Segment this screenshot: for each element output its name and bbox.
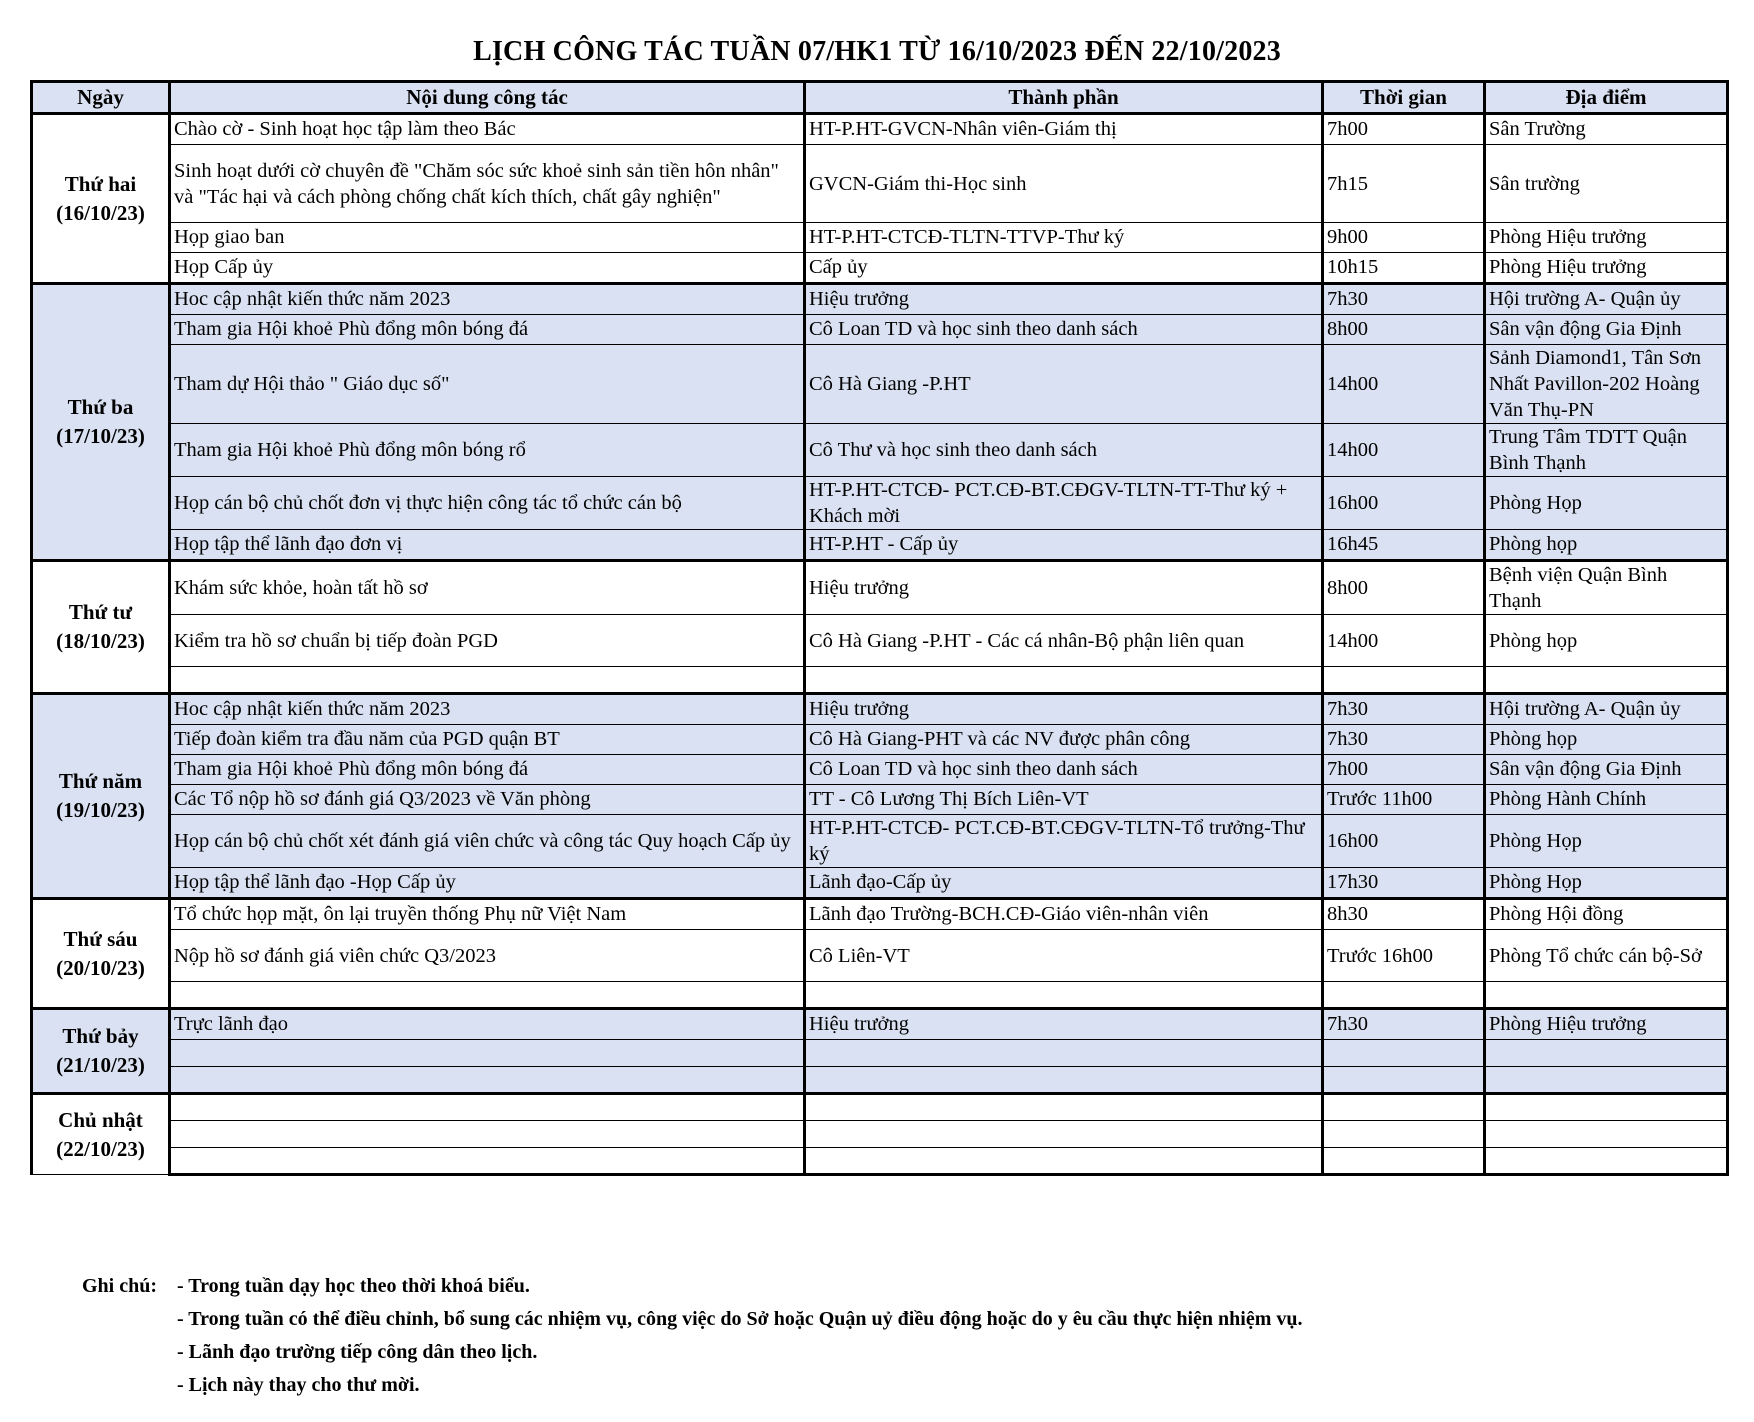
event-content: Họp Cấp ủy bbox=[170, 253, 805, 284]
event-participants bbox=[805, 1121, 1323, 1148]
note-item: - Trong tuần có thể điều chỉnh, bổ sung các nhiệm vụ, công việc do Sở hoặc Quận uỷ điều động hoặc do y êu cầu thực hiện nhiệm vụ. bbox=[177, 1308, 1303, 1330]
event-time bbox=[1323, 1094, 1485, 1121]
day-date: (19/10/23) bbox=[56, 798, 145, 822]
table-row bbox=[32, 785, 1728, 815]
table-row bbox=[32, 561, 1728, 615]
event-location: Sân vận động Gia Định bbox=[1485, 755, 1728, 785]
day-name: Thứ hai bbox=[64, 171, 137, 196]
day-cell bbox=[32, 899, 170, 1009]
table-row bbox=[32, 694, 1728, 725]
event-time: Trước 16h00 bbox=[1323, 930, 1485, 982]
event-location: Hội trường A- Quận ủy bbox=[1485, 284, 1728, 315]
event-time: 8h00 bbox=[1323, 561, 1485, 615]
event-participants: HT-P.HT-CTCĐ- PCT.CĐ-BT.CĐGV-TLTN-TT-Thư ký + Khách mời bbox=[805, 477, 1323, 530]
event-time: 14h00 bbox=[1323, 615, 1485, 667]
day-name: Thứ năm bbox=[58, 769, 143, 793]
event-location: Sân Trường bbox=[1485, 114, 1728, 145]
event-time bbox=[1323, 1148, 1485, 1175]
table-row bbox=[32, 1148, 1728, 1175]
page-title: LỊCH CÔNG TÁC TUẦN 07/HK1 TỪ 16/10/2023 ĐẾN 22/10/2023 bbox=[473, 36, 1281, 67]
event-time: 7h30 bbox=[1323, 284, 1485, 315]
table-row bbox=[32, 253, 1728, 284]
event-location: Phòng Họp bbox=[1485, 868, 1728, 899]
event-participants bbox=[805, 1094, 1323, 1121]
event-time bbox=[1323, 667, 1485, 694]
day-name: Thứ tư bbox=[68, 600, 133, 624]
event-content: Họp tập thể lãnh đạo đơn vị bbox=[170, 530, 805, 561]
event-participants: Hiệu trưởng bbox=[805, 284, 1323, 315]
header-row bbox=[32, 82, 1728, 114]
event-content: Sinh hoạt dưới cờ chuyên đề "Chăm sóc sức khoẻ sinh sản tiền hôn nhân" và "Tác hại và cách phòng chống chất kích thích, chất gây nghiện" bbox=[170, 145, 805, 223]
table-row bbox=[32, 1067, 1728, 1094]
day-name: Thứ sáu bbox=[63, 926, 138, 951]
event-location bbox=[1485, 982, 1728, 1009]
event-location: Phòng Hành Chính bbox=[1485, 785, 1728, 815]
event-participants: Lãnh đạo-Cấp ủy bbox=[805, 868, 1323, 899]
event-time: 16h45 bbox=[1323, 530, 1485, 561]
event-participants: Lãnh đạo Trường-BCH.CĐ-Giáo viên-nhân viên bbox=[805, 899, 1323, 930]
event-participants: Cô Thư và học sinh theo danh sách bbox=[805, 424, 1323, 477]
event-location: Phòng Hiệu trưởng bbox=[1485, 1009, 1728, 1040]
day-date: (17/10/23) bbox=[56, 424, 145, 448]
event-time: 8h00 bbox=[1323, 315, 1485, 345]
table-row bbox=[32, 755, 1728, 785]
event-content bbox=[170, 667, 805, 694]
event-participants: TT - Cô Lương Thị Bích Liên-VT bbox=[805, 785, 1323, 815]
event-content: Tham gia Hội khoẻ Phù đổng môn bóng đá bbox=[170, 315, 805, 345]
event-participants: Hiệu trưởng bbox=[805, 694, 1323, 725]
day-cell bbox=[32, 694, 170, 899]
event-participants: HT-P.HT - Cấp ủy bbox=[805, 530, 1323, 561]
event-content: Tổ chức họp mặt, ôn lại truyền thống Phụ nữ Việt Nam bbox=[170, 899, 805, 930]
event-participants bbox=[805, 1148, 1323, 1175]
event-location bbox=[1485, 1067, 1728, 1094]
event-content: Tiếp đoàn kiểm tra đầu năm của PGD quận BT bbox=[170, 725, 805, 755]
table-row bbox=[32, 1040, 1728, 1067]
event-time: 16h00 bbox=[1323, 477, 1485, 530]
day-cell bbox=[32, 114, 170, 284]
event-content: Họp cán bộ chủ chốt đơn vị thực hiện công tác tổ chức cán bộ bbox=[170, 477, 805, 530]
event-content bbox=[170, 1094, 805, 1121]
event-content bbox=[170, 1040, 805, 1067]
header-time: Thời gian bbox=[1323, 82, 1485, 114]
event-content bbox=[170, 1148, 805, 1175]
table-row bbox=[32, 223, 1728, 253]
table-row bbox=[32, 815, 1728, 868]
event-time: 7h00 bbox=[1323, 755, 1485, 785]
table-row bbox=[32, 424, 1728, 477]
notes-label: Ghi chú: bbox=[82, 1275, 158, 1297]
event-location: Bệnh viện Quận Bình Thạnh bbox=[1485, 561, 1728, 615]
event-participants bbox=[805, 667, 1323, 694]
event-content bbox=[170, 982, 805, 1009]
event-location bbox=[1485, 1148, 1728, 1175]
event-location: Phòng Họp bbox=[1485, 815, 1728, 868]
event-participants: Cô Hà Giang -P.HT bbox=[805, 345, 1323, 424]
table-row bbox=[32, 477, 1728, 530]
day-cell bbox=[32, 284, 170, 561]
event-participants: Cô Loan TD và học sinh theo danh sách bbox=[805, 755, 1323, 785]
day-cell bbox=[32, 1094, 170, 1175]
event-time: Trước 11h00 bbox=[1323, 785, 1485, 815]
event-location bbox=[1485, 1121, 1728, 1148]
day-date: (21/10/23) bbox=[56, 1053, 145, 1077]
event-content: Họp cán bộ chủ chốt xét đánh giá viên chức và công tác Quy hoạch Cấp ủy bbox=[170, 815, 805, 868]
day-cell bbox=[32, 1009, 170, 1094]
event-participants: HT-P.HT-CTCĐ- PCT.CĐ-BT.CĐGV-TLTN-Tổ trưởng-Thư ký bbox=[805, 815, 1323, 868]
table-row bbox=[32, 284, 1728, 315]
header-location: Địa điểm bbox=[1485, 82, 1728, 114]
event-location: Phòng Hội đồng bbox=[1485, 899, 1728, 930]
event-participants: Hiệu trưởng bbox=[805, 561, 1323, 615]
header-content: Nội dung công tác bbox=[170, 82, 805, 114]
event-location: Sân vận động Gia Định bbox=[1485, 315, 1728, 345]
table-row bbox=[32, 315, 1728, 345]
event-content: Các Tổ nộp hồ sơ đánh giá Q3/2023 về Văn phòng bbox=[170, 785, 805, 815]
event-content: Họp tập thể lãnh đạo -Họp Cấp ủy bbox=[170, 868, 805, 899]
event-content: Hoc cập nhật kiến thức năm 2023 bbox=[170, 284, 805, 315]
notes-list bbox=[177, 1270, 1677, 1402]
event-content: Nộp hồ sơ đánh giá viên chức Q3/2023 bbox=[170, 930, 805, 982]
event-content: Tham dự Hội thảo " Giáo dục số" bbox=[170, 345, 805, 424]
event-location: Phòng Họp bbox=[1485, 477, 1728, 530]
event-participants: HT-P.HT-CTCĐ-TLTN-TTVP-Thư ký bbox=[805, 223, 1323, 253]
event-location: Phòng Tổ chức cán bộ-Sở bbox=[1485, 930, 1728, 982]
event-participants: Cô Loan TD và học sinh theo danh sách bbox=[805, 315, 1323, 345]
event-time: 9h00 bbox=[1323, 223, 1485, 253]
event-time bbox=[1323, 982, 1485, 1009]
day-name: Thứ bảy bbox=[62, 1024, 139, 1048]
table-row bbox=[32, 899, 1728, 930]
event-participants: Hiệu trưởng bbox=[805, 1009, 1323, 1040]
event-location: Phòng Hiệu trưởng bbox=[1485, 223, 1728, 253]
event-participants: Cấp ủy bbox=[805, 253, 1323, 284]
event-location bbox=[1485, 1040, 1728, 1067]
schedule-body bbox=[32, 114, 1728, 1175]
header-day: Ngày bbox=[32, 82, 170, 114]
table-row bbox=[32, 1009, 1728, 1040]
event-time: 7h15 bbox=[1323, 145, 1485, 223]
event-time bbox=[1323, 1040, 1485, 1067]
event-participants bbox=[805, 1040, 1323, 1067]
event-location: Phòng họp bbox=[1485, 725, 1728, 755]
event-location bbox=[1485, 667, 1728, 694]
event-participants: Cô Hà Giang -P.HT - Các cá nhân-Bộ phận liên quan bbox=[805, 615, 1323, 667]
event-time: 7h30 bbox=[1323, 1009, 1485, 1040]
table-row bbox=[32, 982, 1728, 1009]
event-location bbox=[1485, 1094, 1728, 1121]
event-content: Họp giao ban bbox=[170, 223, 805, 253]
table-row bbox=[32, 725, 1728, 755]
table-row bbox=[32, 345, 1728, 424]
table-row bbox=[32, 1121, 1728, 1148]
event-content bbox=[170, 1121, 805, 1148]
event-time: 10h15 bbox=[1323, 253, 1485, 284]
event-time: 16h00 bbox=[1323, 815, 1485, 868]
table-row bbox=[32, 667, 1728, 694]
header-participants: Thành phần bbox=[805, 82, 1323, 114]
event-content: Chào cờ - Sinh hoạt học tập làm theo Bác bbox=[170, 114, 805, 145]
event-location: Phòng họp bbox=[1485, 615, 1728, 667]
day-date: (16/10/23) bbox=[56, 200, 145, 225]
event-content: Tham gia Hội khoẻ Phù đổng môn bóng rổ bbox=[170, 424, 805, 477]
event-time bbox=[1323, 1121, 1485, 1148]
event-location: Phòng Hiệu trưởng bbox=[1485, 253, 1728, 284]
event-time: 7h00 bbox=[1323, 114, 1485, 145]
event-participants: Cô Hà Giang-PHT và các NV được phân công bbox=[805, 725, 1323, 755]
table-row bbox=[32, 114, 1728, 145]
schedule-table bbox=[30, 80, 1729, 1176]
event-participants bbox=[805, 982, 1323, 1009]
table-row bbox=[32, 1094, 1728, 1121]
event-location: Hội trường A- Quận ủy bbox=[1485, 694, 1728, 725]
note-item: - Lãnh đạo trường tiếp công dân theo lịch. bbox=[177, 1341, 538, 1363]
note-item: - Trong tuần dạy học theo thời khoá biểu. bbox=[177, 1275, 530, 1297]
event-participants: Cô Liên-VT bbox=[805, 930, 1323, 982]
day-name: Chủ nhật bbox=[58, 1107, 143, 1132]
table-row bbox=[32, 530, 1728, 561]
event-time: 14h00 bbox=[1323, 424, 1485, 477]
day-name: Thứ ba bbox=[67, 395, 134, 419]
table-row bbox=[32, 615, 1728, 667]
event-location: Trung Tâm TDTT Quận Bình Thạnh bbox=[1485, 424, 1728, 477]
event-participants: HT-P.HT-GVCN-Nhân viên-Giám thị bbox=[805, 114, 1323, 145]
event-time: 17h30 bbox=[1323, 868, 1485, 899]
event-content: Trực lãnh đạo bbox=[170, 1009, 805, 1040]
day-date: (18/10/23) bbox=[56, 629, 145, 653]
note-item: - Lịch này thay cho thư mời. bbox=[177, 1374, 420, 1396]
event-time: 14h00 bbox=[1323, 345, 1485, 424]
event-content: Kiểm tra hồ sơ chuẩn bị tiếp đoàn PGD bbox=[170, 615, 805, 667]
event-content: Tham gia Hội khoẻ Phù đổng môn bóng đá bbox=[170, 755, 805, 785]
event-location: Phòng họp bbox=[1485, 530, 1728, 561]
event-time: 8h30 bbox=[1323, 899, 1485, 930]
event-time: 7h30 bbox=[1323, 694, 1485, 725]
event-content bbox=[170, 1067, 805, 1094]
event-participants bbox=[805, 1067, 1323, 1094]
day-date: (22/10/23) bbox=[56, 1136, 145, 1161]
day-cell bbox=[32, 561, 170, 694]
event-time bbox=[1323, 1067, 1485, 1094]
table-row bbox=[32, 930, 1728, 982]
event-content: Hoc cập nhật kiến thức năm 2023 bbox=[170, 694, 805, 725]
event-time: 7h30 bbox=[1323, 725, 1485, 755]
event-location: Sảnh Diamond1, Tân Sơn Nhất Pavillon-202 Hoàng Văn Thụ-PN bbox=[1485, 345, 1728, 424]
table-row bbox=[32, 868, 1728, 899]
table-row bbox=[32, 145, 1728, 223]
event-participants: GVCN-Giám thi-Học sinh bbox=[805, 145, 1323, 223]
event-content: Khám sức khỏe, hoàn tất hồ sơ bbox=[170, 561, 805, 615]
day-date: (20/10/23) bbox=[56, 955, 145, 980]
event-location: Sân trường bbox=[1485, 145, 1728, 223]
